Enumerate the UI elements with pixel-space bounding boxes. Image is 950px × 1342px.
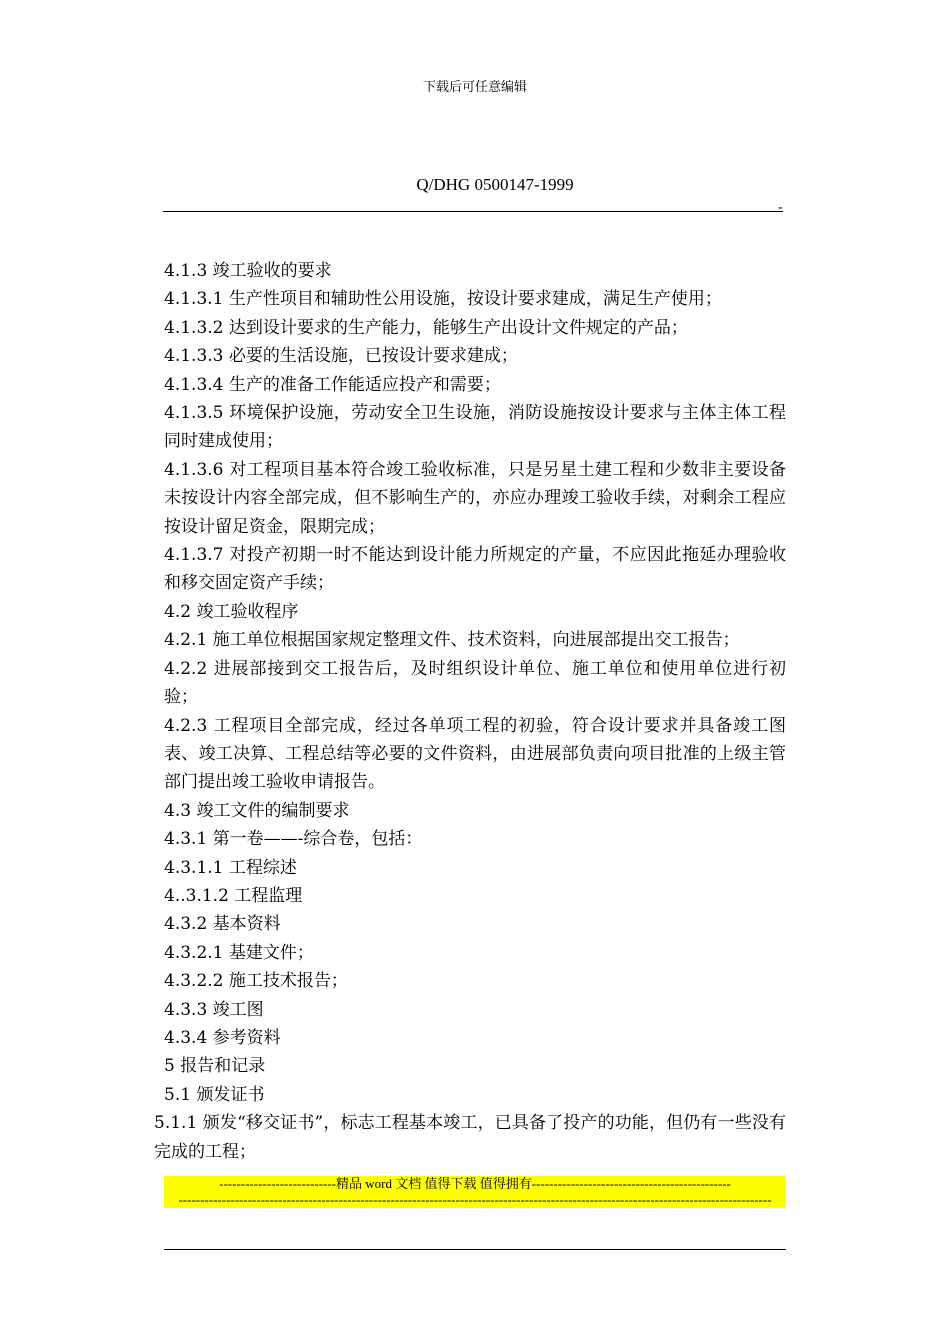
footer-banner-line: ---------------------------精品 word 文档 值得下载 值得拥有---------------------------------------------- <box>219 1176 731 1191</box>
paragraph: 4.3.2.2 施工技术报告； <box>164 971 348 992</box>
document-body <box>154 257 786 1166</box>
paragraph: 4.1.3.7 对投产初期一时不能达到设计能力所规定的产量，不应因此拖延办理验收和移交固定资产手续； <box>164 545 786 594</box>
header-rule <box>163 211 783 212</box>
footer-rule <box>164 1249 786 1250</box>
paragraph: 4.1.3.2 达到设计要求的生产能力，能够生产出设计文件规定的产品； <box>164 317 688 338</box>
paragraph: 4.2.3 工程项目全部完成，经过各单项工程的初验，符合设计要求并具备竣工图表、竣工决算、工程总结等必要的文件资料，由进展部负责向项目批准的上级主管部门提出竣工验收申请报告。 <box>164 715 786 793</box>
paragraph: 4.3.4 参考资料 <box>164 1027 281 1048</box>
paragraph: 4.2.1 施工单位根据国家规定整理文件、技术资料，向进展部提出交工报告； <box>164 630 740 651</box>
paragraph: 5.1.1 颁发“移交证书”，标志工程基本竣工，已具备了投产的功能，但仍有一些没有完成的工程； <box>154 1113 786 1162</box>
footer-banner <box>164 1176 786 1208</box>
paragraph: 4.1.3.5 环境保护设施，劳动安全卫生设施，消防设施按设计要求与主体主体工程同时建成使用； <box>164 403 786 452</box>
paragraph: 4.3.3 竣工图 <box>164 999 264 1020</box>
heading-5: 5 报告和记录 <box>164 1056 266 1077</box>
footer-banner-line: ----------------------------------------------------------------------------------------------------------------------------------------- <box>178 1192 772 1207</box>
heading-4-3: 4.3 竣工文件的编制要求 <box>164 800 350 821</box>
paragraph: 4.3.1.1 工程综述 <box>164 857 297 878</box>
paragraph: 4.2.2 进展部接到交工报告后，及时组织设计单位、施工单位和使用单位进行初验； <box>164 658 786 708</box>
paragraph: 4.3.1 第一卷——-综合卷，包括： <box>164 829 423 850</box>
download-note: 下载后可任意编辑 <box>422 80 527 95</box>
heading-5-1: 5.1 颁发证书 <box>164 1084 265 1105</box>
heading-4-2: 4.2 竣工验收程序 <box>164 601 299 622</box>
paragraph: 4.3.2.1 基建文件； <box>164 942 314 963</box>
paragraph: 4.3.2 基本资料 <box>164 914 281 935</box>
header-rule-tail: - <box>778 200 783 215</box>
paragraph: 4.1.3.3 必要的生活设施，已按设计要求建成； <box>164 346 518 367</box>
paragraph: 4.1.3.4 生产的准备工作能适应投产和需要； <box>164 374 501 395</box>
paragraph: 4.1.3.1 生产性项目和辅助性公用设施，按设计要求建成，满足生产使用； <box>164 289 722 310</box>
paragraph: 4..3.1.2 工程监理 <box>164 885 303 906</box>
paragraph: 4.1.3.6 对工程项目基本符合竣工验收标准，只是另星土建工程和少数非主要设备未按设计内容全部完成，但不影响生产的，亦应办理竣工验收手续，对剩余工程应按设计留足资金，限期完成； <box>164 459 786 537</box>
document-code: Q/DHG 0500147-1999 <box>416 175 574 194</box>
heading-4-1-3: 4.1.3 竣工验收的要求 <box>164 261 332 281</box>
